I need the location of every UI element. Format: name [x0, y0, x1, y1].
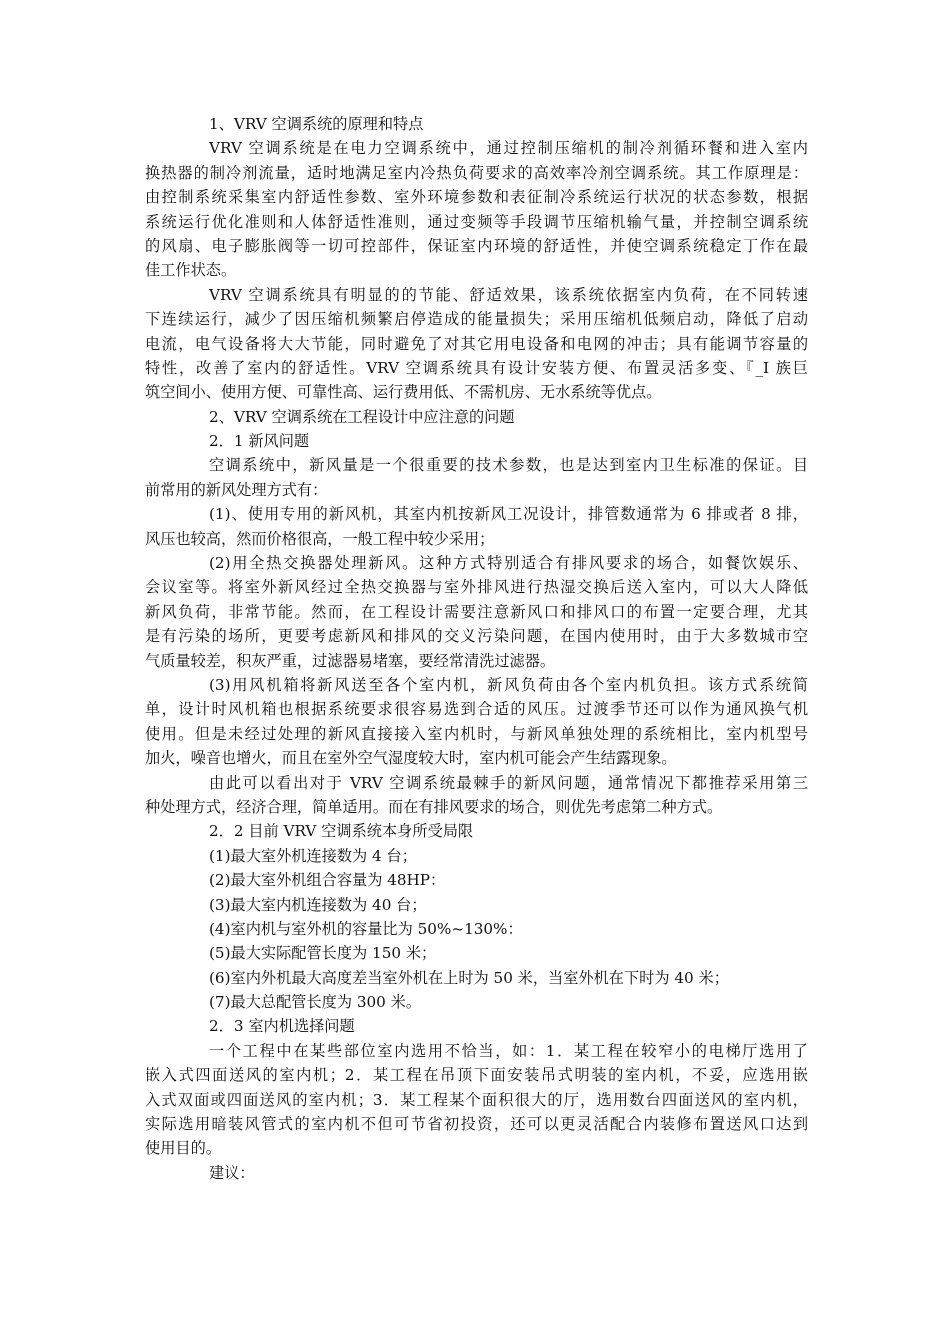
document-body [145, 112, 808, 1185]
text-line: (2)用全热交换器处理新风。这种方式特别适合有排风要求的场合，如餐饮娱乐、 [209, 554, 808, 573]
text-line: 电流，电气设备将大大节能，同时避免了对其它用电设备和电网的冲击；具有能调节容量的 [145, 334, 808, 353]
text-line: 换热器的制冷剂流量，适时地满足室内冷热负荷要求的高效率冷剂空调系统。其工作原理是： [145, 163, 808, 182]
text-line: 2、VRV 空调系统在工程设计中应注意的问题 [209, 407, 515, 426]
text-line: 的风扇、电子膨胀阀等一切可控部件，保证室内环境的舒适性，并使空调系统稳定丁作在最 [145, 236, 808, 255]
text-line: 入式双面或四面送风的室内机；3．某工程某个面积很大的厅，选用数台四面送风的室内机， [145, 1090, 808, 1109]
text-line: 种处理方式，经济合理，简单适用。而在有排风要求的场合，则优先考虑第二种方式。 [145, 797, 723, 816]
text-line: (4)室内机与室外机的容量比为 50%~130%： [209, 919, 523, 938]
text-line: 建议： [209, 1163, 255, 1182]
text-line: 由控制系统采集室内舒适性参数、室外环境参数和表征制冷系统运行状况的状态参数，根据 [145, 188, 808, 207]
text-line: 使用目的。 [145, 1139, 221, 1158]
text-line: (1)最大室外机连接数为 4 台； [209, 846, 417, 865]
text-line: (1)、使用专用的新风机，其室内机按新风工况设计，排管数通常为 6 排或者 8 排， [209, 505, 808, 524]
text-line: 空调系统中，新风量是一个很重要的技术参数，也是达到室内卫生标准的保证。目 [209, 456, 808, 475]
text-line: (6)室内外机最大高度差当室外机在上时为 50 米，当室外机在下时为 40 米； [209, 968, 729, 987]
text-line: 加火，噪音也增火，而且在室外空气湿度较大时，室内机可能会产生结露现象。 [145, 749, 677, 768]
text-line: 2．3 室内机选择问题 [209, 1017, 355, 1036]
text-line: 下连续运行，减少了因压缩机频繁启停造成的能量损失；采用压缩机低频启动，降低了启动 [145, 310, 808, 329]
text-line: 风压也较高，然而价格很高，一般工程中较少采用； [145, 529, 495, 548]
text-line: 2．2 目前 VRV 空调系统本身所受局限 [209, 822, 474, 841]
text-line: VRV 空调系统具有明显的的节能、舒适效果，该系统依据室内负荷，在不同转速 [209, 285, 808, 304]
text-line: 新风负荷，非常节能。然而，在工程设计需要注意新风口和排风口的布置一定要合理，尤其 [145, 602, 808, 621]
text-line: 前常用的新风处理方式有： [145, 480, 328, 499]
text-line: 使用。但是未经过处理的新风直接接入室内机时，与新风单独处理的系统相比，室内机型号 [145, 724, 808, 743]
text-line: 筑空间小、使用方便、可靠性高、运行费用低、不需机房、无水系统等优点。 [145, 383, 662, 402]
text-line: 1、VRV 空调系统的原理和特点 [209, 115, 424, 133]
text-line: 会议室等。将室外新风经过全热交换器与室外排风进行热湿交换后送入室内，可以大人降低 [145, 578, 808, 597]
text-line: (5)最大实际配管长度为 150 米； [209, 944, 437, 963]
text-line: (3)用风机箱将新风送至各个室内机，新风负荷由各个室内机负担。该方式系统简 [209, 675, 808, 694]
text-line: 是有污染的场所，更要考虑新风和排风的交义污染问题，在国内使用时，由于大多数城市空 [145, 627, 808, 646]
text-line: VRV 空调系统是在电力空调系统中，通过控制压缩机的制冷剂循环餐和进入室内 [209, 139, 808, 158]
text-line: 实际选用暗装风管式的室内机不但可节省初投资，还可以更灵活配合内装修布置送风口达到 [145, 1115, 808, 1134]
text-line: 气质量较差，积灰严重，过滤器易堵塞，要经常清洗过滤器。 [145, 651, 556, 670]
text-line: 一个工程中在某些部位室内选用不恰当，如：1．某工程在较窄小的电梯厅选用了 [209, 1041, 808, 1060]
text-line: (2)最大室外机组合容量为 48HP： [209, 871, 446, 890]
text-line: 佳工作状态。 [145, 261, 237, 280]
text-line: (3)最大室内机连接数为 40 台； [209, 895, 427, 914]
text-line: 特性，改善了室内的舒适性。VRV 空调系统具有设计安装方便、布置灵活多变、『_I 族巨 [145, 358, 808, 377]
text-line: 由此可以看出对于 VRV 空调系统最棘手的新风问题，通常情况下都推荐采用第三 [209, 773, 808, 792]
text-line: 2．1 新风问题 [209, 432, 310, 451]
text-line: 单，设计时风机箱也根据系统要求很容易选到合适的风压。过渡季节还可以作为通风换气机 [145, 700, 808, 719]
text-line: 系统运行优化准则和人体舒适性准则，通过变频等手段调节压缩机输气量，并控制空调系统 [145, 212, 808, 231]
text-line: 嵌入式四面送风的室内机；2．某工程在吊顶下面安装吊式明装的室内机，不妥，应选用嵌 [145, 1066, 808, 1085]
text-line: (7)最大总配管长度为 300 米。 [209, 993, 422, 1012]
